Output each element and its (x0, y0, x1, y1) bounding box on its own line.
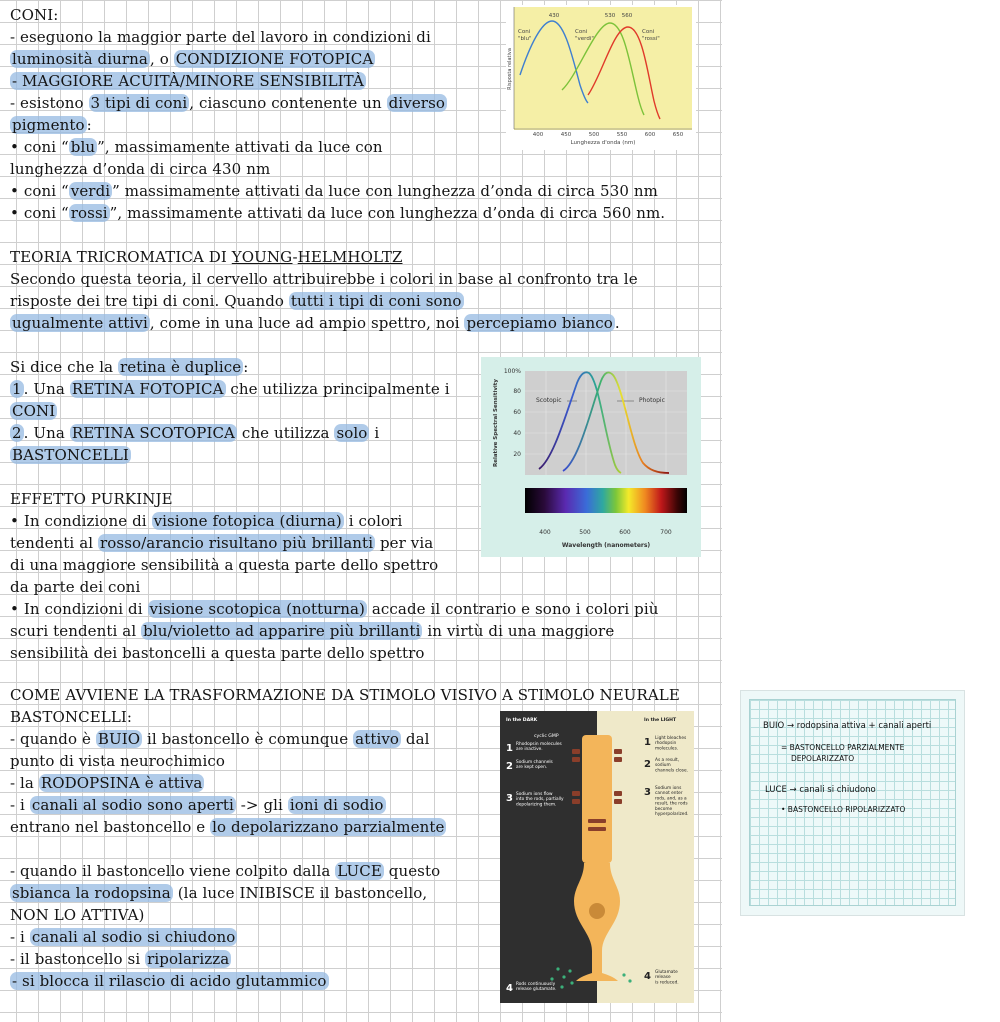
y-tick: 60 (513, 409, 521, 416)
text-segment: -> gli (235, 796, 288, 814)
step-text: Sodium ions flow (516, 792, 553, 797)
x-tick: 600 (644, 132, 656, 138)
highlighted-text: blu (70, 138, 96, 156)
highlighted-text: RETINA FOTOPICA (71, 380, 224, 398)
note-text-line (10, 290, 464, 312)
text-segment: (la luce INIBISCE il bastoncello, (172, 884, 428, 902)
highlighted-text: visione scotopica (notturna) (149, 600, 365, 618)
step-text: Sodium ions (655, 786, 682, 791)
x-tick: 400 (539, 529, 551, 536)
x-tick: 650 (672, 132, 684, 138)
y-tick: 100% (503, 368, 521, 375)
note-text-line (10, 794, 386, 816)
note-text-line (10, 926, 237, 948)
text-segment: - quando il bastoncello viene colpito dalla (10, 862, 336, 880)
note-text-line (10, 114, 92, 136)
highlighted-text: diverso (388, 94, 446, 112)
text-segment: , come in una luce ad ampio spettro, noi (149, 314, 465, 332)
text-segment: , o (149, 50, 174, 68)
highlighted-text: RETINA SCOTOPICA (71, 424, 235, 442)
step-number: 2 (506, 761, 513, 772)
step-number: 2 (644, 759, 651, 770)
highlighted-text: 2 (12, 424, 22, 442)
highlighted-text: BUIO (97, 730, 141, 748)
light-title: In the LIGHT (644, 718, 677, 723)
step-text: hyperpolarized. (655, 812, 689, 817)
step-number: 3 (644, 787, 651, 798)
x-tick: 500 (588, 132, 600, 138)
step-text: Light bleaches (655, 736, 687, 741)
step-text: release (655, 975, 671, 981)
highlighted-text: ioni di sodio (289, 796, 384, 814)
highlighted-text: solo (336, 424, 368, 442)
highlighted-text: RODOPSINA è attiva (40, 774, 203, 792)
note-line: = BASTONCELLO PARZIALMENTE (781, 743, 905, 752)
y-axis-label: Risposta relativa (507, 48, 513, 90)
curve-label-rossi: "rossi" (642, 36, 660, 42)
curve-label-blu: "blu" (518, 36, 532, 42)
note-text-line (10, 772, 204, 794)
highlighted-text: LUCE (337, 862, 382, 880)
text-segment: tendenti al (10, 534, 99, 552)
highlighted-text: BASTONCELLI (12, 446, 129, 464)
step-text: result, the rods (655, 801, 688, 807)
step-text: depolarizing them. (516, 802, 557, 808)
note-line: DEPOLARIZZATO (791, 754, 855, 763)
note-text-line (10, 684, 680, 706)
text-segment: CONI: (10, 6, 59, 24)
note-text-line (10, 488, 173, 510)
note-text-line (10, 620, 614, 642)
y-tick: 80 (513, 388, 521, 395)
text-segment: il bastoncello è comunque (142, 730, 354, 748)
note-text-line (10, 26, 431, 48)
curve-label-blu: Coni (518, 29, 531, 35)
step-number: 1 (644, 737, 651, 748)
text-segment: • In condizioni di (10, 600, 148, 618)
highlighted-text: 3 tipi di coni (90, 94, 188, 112)
step-number: 4 (506, 983, 513, 994)
highlighted-text: CONI (12, 402, 56, 420)
text-segment: Si dice che la (10, 358, 119, 376)
text-segment: Secondo questa teoria, il cervello attribuirebbe i colori in base al confronto tra le (10, 270, 638, 288)
text-segment: - (292, 248, 298, 266)
note-text-line (10, 750, 225, 772)
note-text-line (10, 642, 425, 664)
peak-label: 560 (621, 13, 633, 19)
x-tick: 450 (560, 132, 572, 138)
text-segment: accade il contrario e sono i colori più (367, 600, 659, 618)
note-text-line (10, 904, 144, 926)
text-segment: - i (10, 928, 30, 946)
highlighted-text: attivo (355, 730, 400, 748)
handwritten-note (740, 690, 965, 916)
note-text-line (10, 202, 665, 224)
highlighted-text: ripolarizza (147, 950, 230, 968)
y-tick: 40 (513, 430, 521, 437)
note-text-line (10, 268, 638, 290)
text-segment: risposte dei tre tipi di coni. Quando (10, 292, 289, 310)
highlighted-text: tutti i tipi di coni sono (290, 292, 462, 310)
step-text: sodium (655, 763, 671, 769)
text-segment: scuri tendenti al (10, 622, 142, 640)
x-axis-label: Lunghezza d'onda (nm) (570, 140, 636, 146)
highlighted-text: - MAGGIORE ACUITÀ/MINORE SENSIBILITÀ (12, 72, 364, 90)
highlighted-text: sbianca la rodopsina (12, 884, 171, 902)
highlighted-text: rossi (70, 204, 108, 222)
cgmp-label: cyclic GMP (534, 734, 559, 739)
text-segment: in virtù di una maggiore (422, 622, 615, 640)
step-text: Rods continuously (516, 982, 556, 987)
peak-label: 430 (548, 13, 560, 19)
note-text-line (10, 246, 402, 268)
text-segment: dal (401, 730, 430, 748)
highlighted-text: lo depolarizzano parzialmente (212, 818, 445, 836)
step-number: 4 (644, 971, 651, 982)
dark-title: In the DARK (506, 718, 538, 723)
y-axis-label: Relative Spectral Sensitivity (493, 378, 499, 468)
curve-label-verdi: Coni (575, 29, 588, 35)
step-number: 3 (506, 793, 513, 804)
text-segment: • coni “ (10, 138, 69, 156)
note-text-line (10, 948, 231, 970)
highlighted-text: canali al sodio sono aperti (31, 796, 234, 814)
text-segment: i (369, 424, 380, 442)
x-tick: 700 (660, 529, 672, 536)
curve-label-rossi: Coni (642, 29, 655, 35)
text-segment: - esistono (10, 94, 89, 112)
curve-label-verdi: "verdi" (575, 36, 594, 42)
step-text: Glutamate (655, 970, 678, 975)
text-segment: . Una (23, 424, 70, 442)
text-segment: , ciascuno contenente un (189, 94, 387, 112)
text-segment: sensibilità dei bastoncelli a questa parte dello spettro (10, 644, 425, 662)
note-text-line (10, 92, 447, 114)
step-text: cannot enter (655, 791, 683, 797)
highlighted-text: percepiamo bianco (466, 314, 613, 332)
note-text-line (10, 576, 140, 598)
text-segment: i colori (343, 512, 403, 530)
highlighted-text: verdi (70, 182, 111, 200)
step-text: As a result, (655, 758, 680, 763)
text-segment: - quando è (10, 730, 96, 748)
text-segment: per via (375, 534, 434, 552)
highlighted-text: rosso/arancio risultano più brillanti (100, 534, 374, 552)
peak-label: 530 (604, 13, 616, 19)
y-tick: 20 (513, 451, 521, 458)
text-segment: . (614, 314, 620, 332)
note-text-line (10, 422, 379, 444)
note-text-line (10, 816, 446, 838)
step-text: molecules. (655, 746, 679, 752)
note-line: LUCE → canali si chiudono (765, 785, 876, 795)
x-axis-label: Wavelength (nanometers) (561, 542, 651, 549)
text-segment: . Una (23, 380, 70, 398)
note-text-line (10, 554, 438, 576)
rod-transduction-figure (500, 711, 694, 1003)
text-segment: EFFETTO PURKINJE (10, 490, 173, 508)
step-text: channels close. (655, 768, 689, 774)
text-segment: • coni “ (10, 204, 69, 222)
text-segment: ” massimamente attivati da luce con lunghezza d’onda di circa 530 nm (112, 182, 658, 200)
note-text-line (10, 882, 427, 904)
scotopic-label: Scotopic (536, 397, 562, 404)
note-text-line (10, 400, 57, 422)
x-tick: 550 (616, 132, 628, 138)
note-text-line (10, 48, 375, 70)
step-text: release glutamate. (516, 987, 557, 993)
highlighted-text: retina è duplice (120, 358, 242, 376)
note-text-line (10, 510, 402, 532)
x-tick: 500 (579, 529, 591, 536)
note-text-line (10, 728, 430, 750)
note-text-line (10, 378, 450, 400)
text-segment: ”, massimamente attivati da luce con (97, 138, 383, 156)
underlined-text: HELMHOLTZ (297, 248, 403, 266)
step-text: are inactive. (516, 747, 543, 753)
highlighted-text: luminosità diurna (12, 50, 148, 68)
step-text: rods, and, as a (655, 796, 687, 802)
text-segment: : (243, 358, 249, 376)
spectral-sensitivity-figure (481, 357, 701, 557)
step-text: into the rods, partially (516, 797, 564, 803)
note-text-line (10, 706, 132, 728)
text-segment: • In condizione di (10, 512, 152, 530)
text-segment: che utilizza (237, 424, 335, 442)
step-text: become (655, 806, 673, 812)
note-text-line (10, 598, 659, 620)
text-segment: che utilizza principalmente i (225, 380, 450, 398)
visible-spectrum-bar (525, 488, 687, 513)
note-text-line (10, 532, 433, 554)
note-text-line (10, 180, 658, 202)
note-text-line (10, 970, 329, 992)
step-text: is reduced. (655, 980, 679, 986)
x-tick: 400 (532, 132, 544, 138)
highlighted-text: canali al sodio si chiudono (31, 928, 236, 946)
note-line: • BASTONCELLO RIPOLARIZZATO (781, 805, 906, 814)
text-segment: ”, massimamente attivati da luce con lunghezza d’onda di circa 560 nm. (109, 204, 666, 222)
x-tick: 600 (619, 529, 631, 536)
cone-response-figure (506, 5, 696, 150)
note-text-line (10, 444, 131, 466)
highlighted-text: pigmento (12, 116, 85, 134)
text-segment: TEORIA TRICROMATICA DI (10, 248, 232, 266)
step-text: are kept open. (516, 765, 548, 771)
note-text-line (10, 860, 440, 882)
note-text-line (10, 70, 366, 92)
highlighted-text: - si blocca il rilascio di acido glutammico (12, 972, 327, 990)
step-number: 1 (506, 743, 513, 754)
note-text-line (10, 136, 383, 158)
step-text: Sodium channels (516, 760, 553, 765)
text-segment: questo (383, 862, 441, 880)
highlighted-text: CONDIZIONE FOTOPICA (175, 50, 374, 68)
highlighted-text: blu/violetto ad apparire più brillanti (143, 622, 421, 640)
text-segment: - il bastoncello si (10, 950, 146, 968)
text-segment: entrano nel bastoncello e (10, 818, 211, 836)
underlined-text: YOUNG (231, 248, 293, 266)
step-text: rhodopsin (655, 741, 677, 747)
photopic-label: Photopic (639, 397, 665, 404)
note-text-line (10, 312, 620, 334)
text-segment: punto di vista neurochimico (10, 752, 226, 770)
text-segment: - la (10, 774, 39, 792)
note-text-line (10, 158, 270, 180)
highlighted-text: 1 (12, 380, 22, 398)
note-line: BUIO → rodopsina attiva + canali aperti (763, 721, 932, 731)
highlighted-text: visione fotopica (diurna) (153, 512, 342, 530)
note-text-line (10, 4, 58, 26)
text-segment: - i (10, 796, 30, 814)
step-text: Rhodopsin molecules (516, 742, 562, 747)
text-segment: • coni “ (10, 182, 69, 200)
note-text-line (10, 356, 248, 378)
highlighted-text: ugualmente attivi (12, 314, 148, 332)
text-segment: - eseguono la maggior parte del lavoro in condizioni di (10, 28, 431, 46)
text-segment: da parte dei coni (10, 578, 141, 596)
text-segment: BASTONCELLI: (10, 708, 133, 726)
text-segment: di una maggiore sensibilità a questa parte dello spettro (10, 556, 439, 574)
text-segment: COME AVVIENE LA TRASFORMAZIONE DA STIMOLO VISIVO A STIMOLO NEURALE (10, 686, 680, 704)
text-segment: NON LO ATTIVA) (10, 906, 145, 924)
text-segment: lunghezza d’onda di circa 430 nm (10, 160, 271, 178)
text-segment: : (86, 116, 92, 134)
